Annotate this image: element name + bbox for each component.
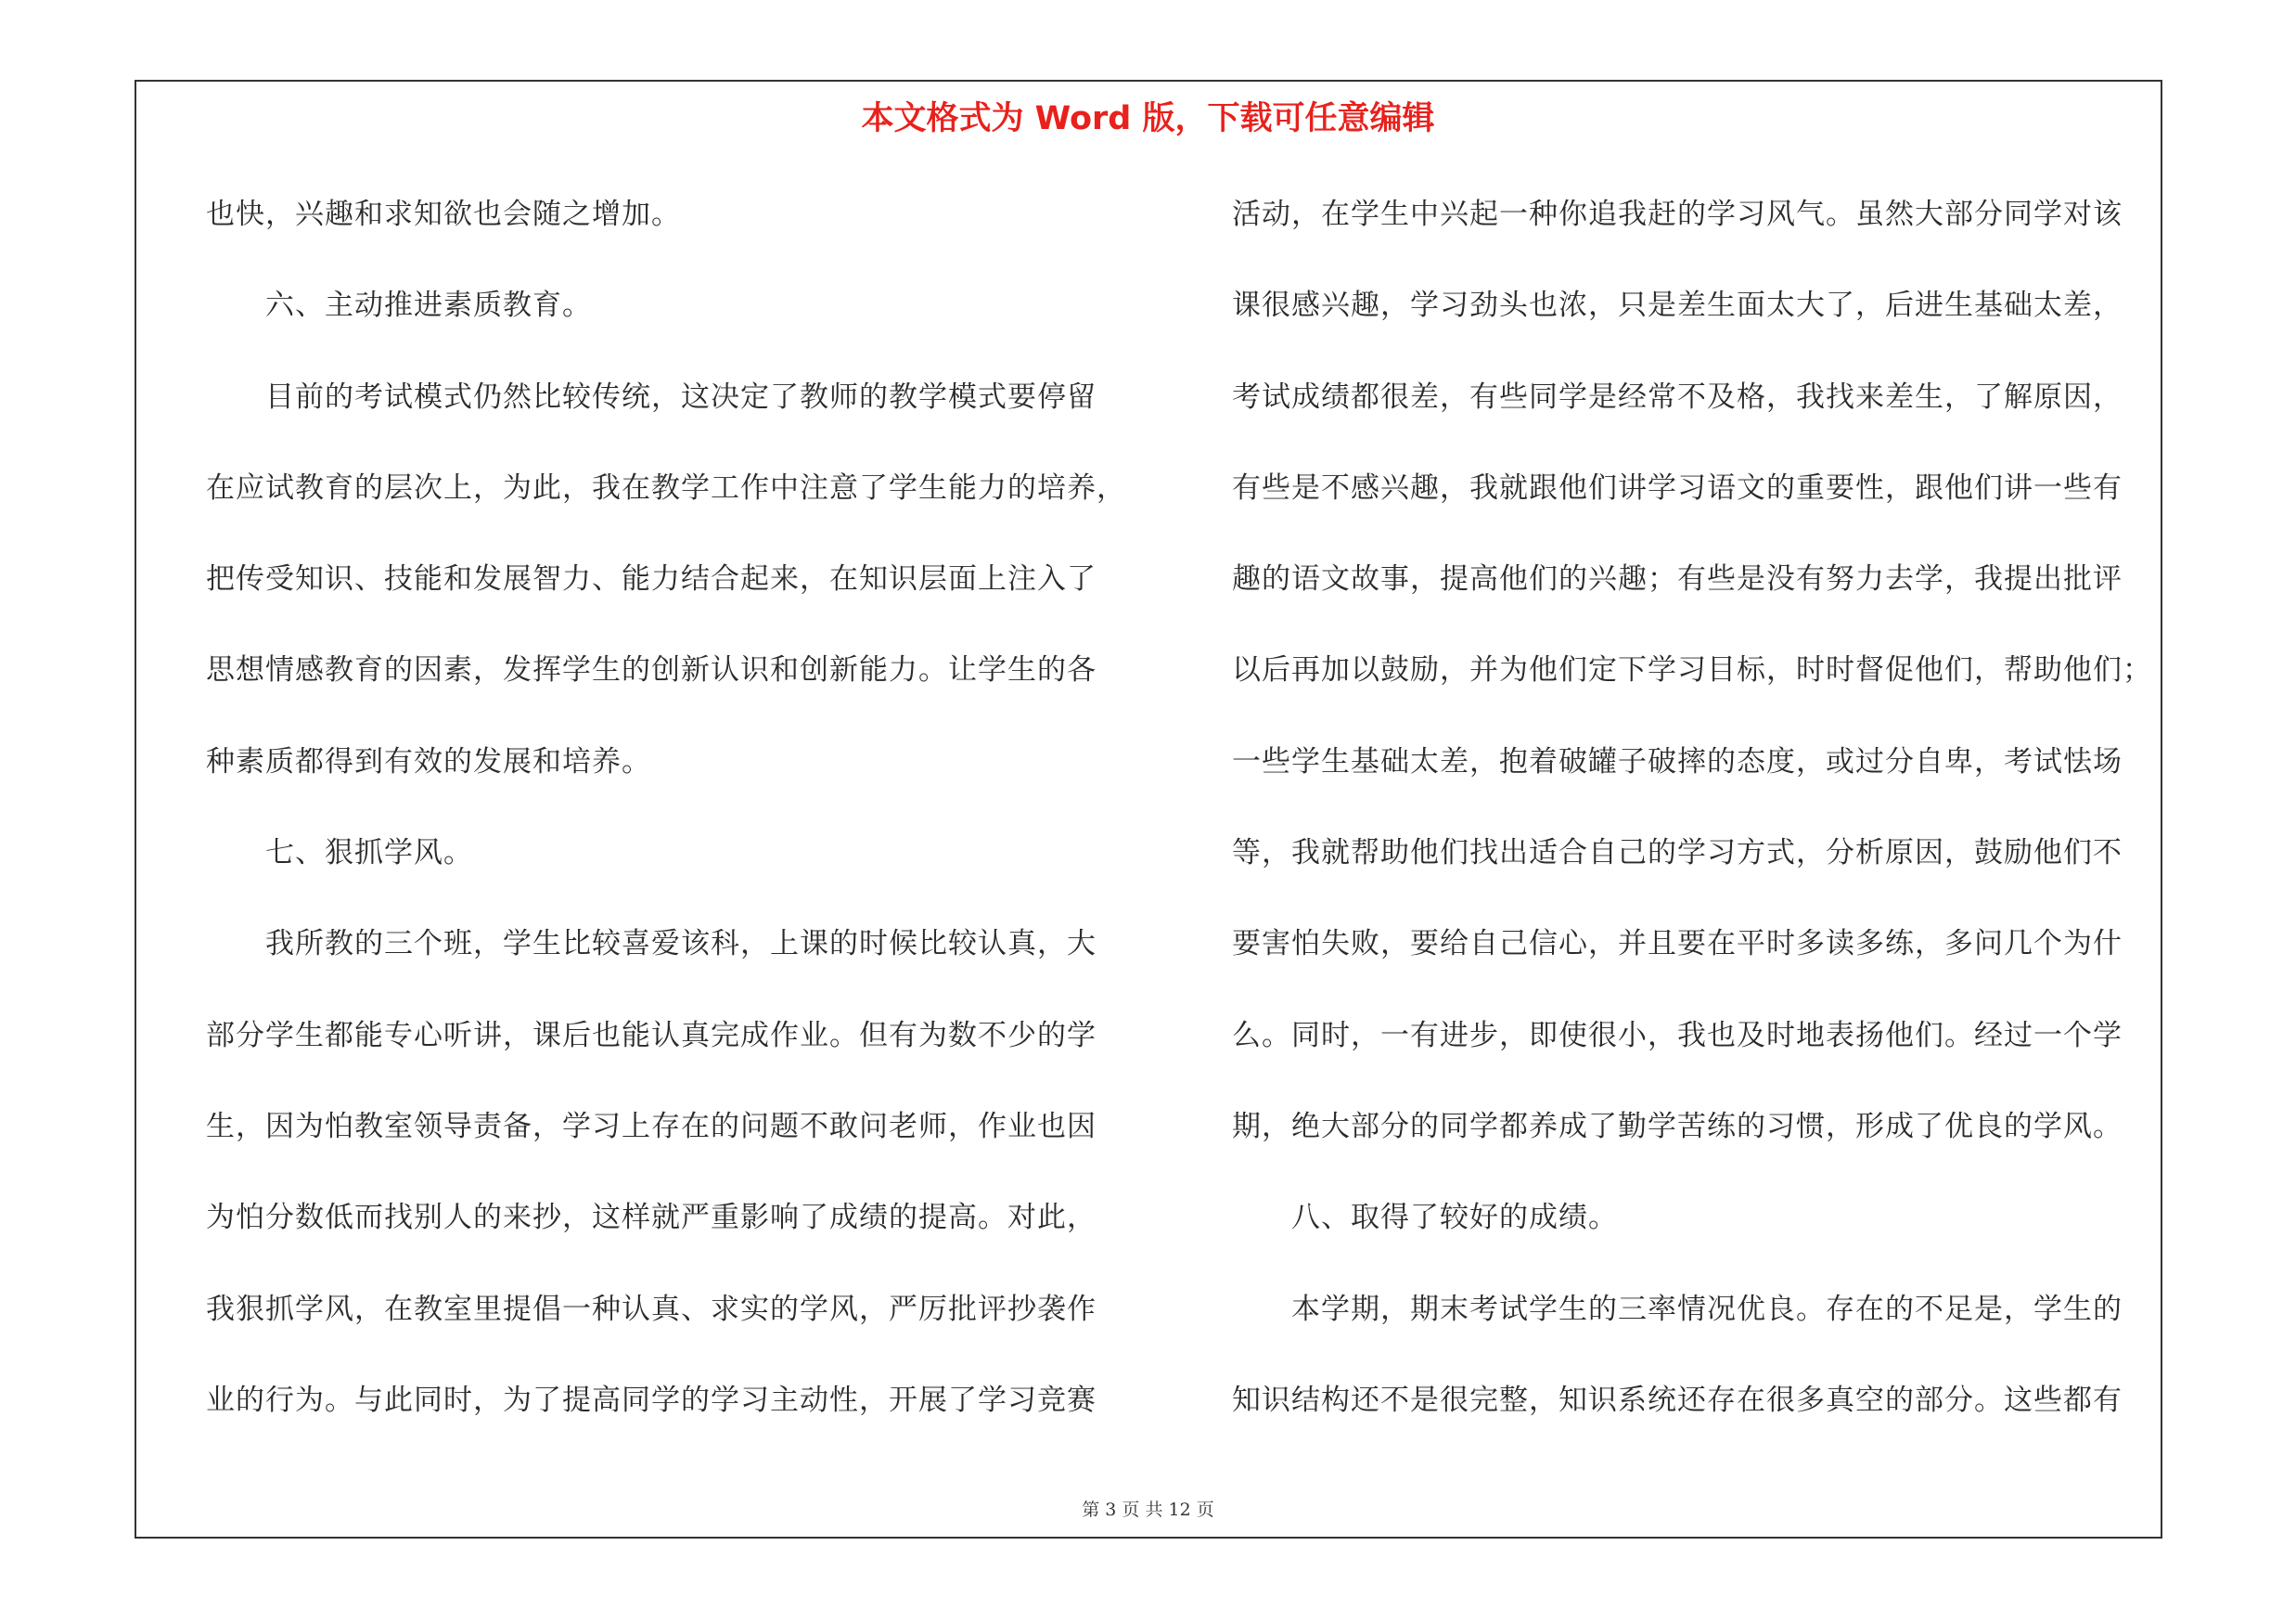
text-line: 么。同时，一有进步，即使很小，我也及时地表扬他们。经过一个学 <box>1232 1018 2123 1052</box>
text-line: 本学期，期末考试学生的三率情况优良。存在的不足是，学生的 <box>1291 1292 2123 1326</box>
text-line: 部分学生都能专心听讲，课后也能认真完成作业。但有为数不少的学 <box>206 1018 1097 1052</box>
text-line: 把传受知识、技能和发展智力、能力结合起来，在知识层面上注入了 <box>206 562 1097 597</box>
text-line: 思想情感教育的因素，发挥学生的创新认识和创新能力。让学生的各 <box>206 653 1097 688</box>
text-line: 活动，在学生中兴起一种你追我赶的学习风气。虽然大部分同学对该 <box>1232 198 2123 231</box>
text-line: 目前的考试模式仍然比较传统，这决定了教师的教学模式要停留 <box>265 380 1097 414</box>
text-line: 等，我就帮助他们找出适合自己的学习方式，分析原因，鼓励他们不 <box>1232 836 2123 870</box>
right-text-column <box>1232 182 2160 1459</box>
text-line: 也快，兴趣和求知欲也会随之增加。 <box>206 198 681 231</box>
format-notice-banner: 本文格式为 Word 版，下载可任意编辑 <box>861 100 1435 137</box>
text-line: 我狠抓学风，在教室里提倡一种认真、求实的学风，严厉批评抄袭作 <box>206 1292 1097 1326</box>
text-line: 趣的语文故事，提高他们的兴趣；有些是没有努力去学，我提出批评 <box>1232 562 2123 597</box>
left-text-column <box>206 182 1134 1459</box>
text-line: 七、狠抓学风。 <box>265 836 473 870</box>
text-line: 种素质都得到有效的发展和培养。 <box>206 744 651 779</box>
text-line: 有些是不感兴趣，我就跟他们讲学习语文的重要性，跟他们讲一些有 <box>1232 470 2123 505</box>
text-line: 期，绝大部分的同学都养成了勤学苦练的习惯，形成了优良的学风。 <box>1232 1109 2123 1143</box>
text-line: 六、主动推进素质教育。 <box>265 289 592 323</box>
text-line: 以后再加以鼓励，并为他们定下学习目标，时时督促他们，帮助他们； <box>1232 653 2152 688</box>
text-line: 知识结构还不是很完整，知识系统还存在很多真空的部分。这些都有 <box>1232 1383 2123 1417</box>
text-line: 为怕分数低而找别人的来抄，这样就严重影响了成绩的提高。对此， <box>206 1201 1097 1235</box>
text-line: 在应试教育的层次上，为此，我在教学工作中注意了学生能力的培养， <box>206 470 1126 505</box>
text-line: 业的行为。与此同时，为了提高同学的学习主动性，开展了学习竞赛 <box>206 1383 1097 1417</box>
page-number: 第 3 页 共 12 页 <box>1082 1500 1214 1520</box>
text-line: 一些学生基础太差，抱着破罐子破摔的态度，或过分自卑，考试怯场 <box>1232 744 2123 779</box>
text-line: 要害怕失败，要给自己信心，并且要在平时多读多练，多问几个为什 <box>1232 927 2123 961</box>
text-line: 课很感兴趣，学习劲头也浓，只是差生面太大了，后进生基础太差， <box>1232 289 2123 323</box>
text-line: 八、取得了较好的成绩。 <box>1291 1201 1618 1235</box>
text-line: 我所教的三个班，学生比较喜爱该科，上课的时候比较认真，大 <box>265 927 1097 961</box>
text-line: 考试成绩都很差，有些同学是经常不及格，我找来差生，了解原因， <box>1232 380 2123 414</box>
text-line: 生，因为怕教室领导责备，学习上存在的问题不敢问老师，作业也因 <box>206 1109 1097 1143</box>
